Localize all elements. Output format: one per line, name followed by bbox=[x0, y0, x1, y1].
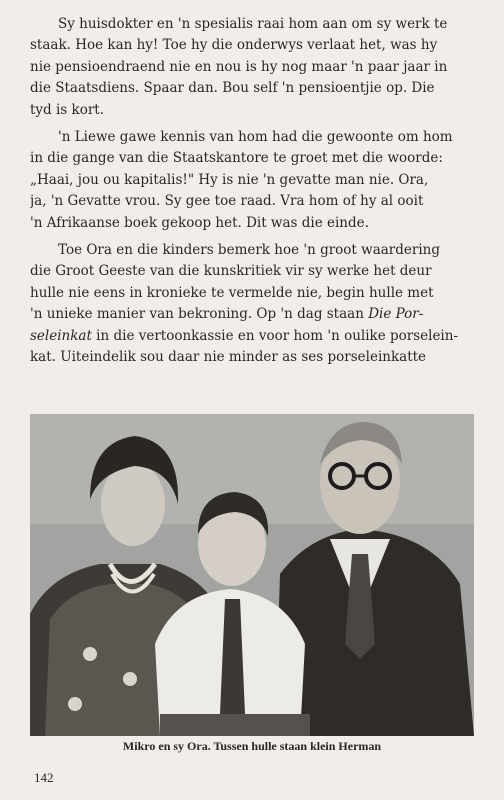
text-line: die Groot Geeste van die kunskritiek vir sy werke het deur bbox=[30, 263, 432, 280]
text-line: tyd is kort. bbox=[30, 101, 104, 118]
text-line: 'n Afrikaanse boek gekoop het. Dit was die einde. bbox=[30, 214, 369, 231]
body-text bbox=[30, 14, 485, 375]
text-line: seleinkat in die vertoonkassie en voor hom 'n oulike porselein- bbox=[30, 327, 459, 344]
paragraph-2 bbox=[30, 127, 485, 234]
page-number: 142 bbox=[34, 770, 54, 785]
text-line: Toe Ora en die kinders bemerk hoe 'n groot waardering bbox=[58, 242, 440, 259]
text-line: kat. Uiteindelik sou daar nie minder as ses porseleinkatte bbox=[30, 349, 427, 366]
text-line: nie pensioendraend nie en nou is hy nog maar 'n paar jaar in bbox=[30, 58, 448, 75]
family-photo bbox=[30, 414, 474, 736]
text-line: 'n unieke manier van bekroning. Op 'n dag staan Die Por- bbox=[30, 306, 424, 323]
photo-illustration bbox=[30, 414, 474, 736]
text-line: Sy huisdokter en 'n spesialis raai hom aan om sy werk te bbox=[58, 16, 448, 32]
text-line: in die gange van die Staatskantore te groet met die woorde: bbox=[30, 150, 443, 167]
photo-caption: Mikro en sy Ora. Tussen hulle staan klein Herman bbox=[122, 739, 382, 753]
paragraph-1 bbox=[30, 14, 485, 121]
text-line: hulle nie eens in kronieke te vermelde nie, begin hulle met bbox=[30, 284, 434, 301]
text-line: ja, 'n Gevatte vrou. Sy gee toe raad. Vra hom of hy al ooit bbox=[30, 193, 424, 210]
paragraph-3 bbox=[30, 240, 485, 368]
text-line: staak. Hoe kan hy! Toe hy die onderwys verlaat het, was hy bbox=[30, 37, 438, 54]
text-line: 'n Liewe gawe kennis van hom had die gewoonte om hom bbox=[58, 129, 453, 146]
text-line: „Haai, jou ou kapitalis!" Hy is nie 'n gevatte man nie. Ora, bbox=[30, 171, 429, 188]
text-line: die Staatsdiens. Spaar dan. Bou self 'n pensioentjie op. Die bbox=[30, 80, 435, 97]
